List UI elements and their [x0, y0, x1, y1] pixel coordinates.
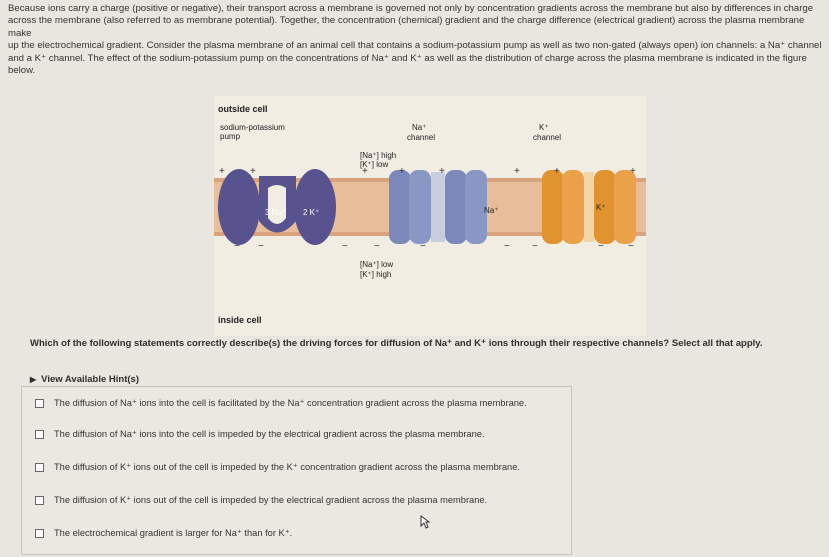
- option-text: The electrochemical gradient is larger for Na⁺ than for K⁺.: [54, 528, 293, 538]
- option-checkbox[interactable]: [35, 430, 44, 439]
- outside-cell-label: outside cell: [218, 104, 268, 114]
- minus-sign: −: [258, 241, 264, 252]
- outside-k-concentration: [K⁺] low: [360, 160, 389, 169]
- plus-sign: +: [554, 166, 560, 177]
- option-checkbox[interactable]: [35, 463, 44, 472]
- sodium-channel: [389, 170, 487, 244]
- plus-sign: +: [439, 166, 445, 177]
- pump-k-label: 2 K⁺: [303, 208, 320, 217]
- na-channel-label: channel: [407, 133, 436, 142]
- plus-sign: +: [362, 166, 368, 177]
- option-1[interactable]: [35, 398, 527, 409]
- minus-sign: −: [532, 241, 538, 252]
- minus-sign: −: [374, 241, 380, 252]
- option-checkbox[interactable]: [35, 496, 44, 505]
- minus-sign: −: [342, 241, 348, 252]
- inside-cell-label: inside cell: [218, 315, 262, 325]
- minus-sign: −: [628, 241, 634, 252]
- k-channel-label: channel: [533, 133, 562, 142]
- channel-na-ion: Na⁺: [484, 206, 499, 215]
- pump-label-line1: sodium-potassium: [220, 123, 285, 132]
- plus-sign: +: [219, 166, 225, 177]
- channel-k-ion: K⁺: [596, 203, 606, 212]
- plus-sign: +: [514, 166, 520, 177]
- option-4[interactable]: [35, 495, 487, 506]
- option-text: The diffusion of K⁺ ions out of the cell is impeded by the electrical gradient across the plasma membrane.: [54, 495, 488, 505]
- option-text: The diffusion of Na⁺ ions into the cell is facilitated by the Na⁺ concentration gradient across the plasma membrane.: [54, 398, 527, 408]
- expand-triangle-icon: ▶: [30, 375, 37, 384]
- minus-sign: −: [504, 241, 510, 252]
- k-channel-ion-label: K⁺: [539, 123, 549, 132]
- option-checkbox[interactable]: [35, 529, 44, 538]
- intro-line: Because ions carry a charge (positive or negative), their transport across a membrane is governed not only by concentration gradients across the membrane but also by differences in charge: [8, 3, 814, 14]
- minus-sign: −: [234, 241, 240, 252]
- intro-line: across the membrane (also referred to as membrane potential). Together, the concentration (chemical) gradient and the charge difference (electrical gradient) across the plasma membrane make: [8, 15, 805, 39]
- option-text: The diffusion of K⁺ ions out of the cell is impeded by the K⁺ concentration gradient across the plasma membrane.: [54, 462, 520, 472]
- plus-sign: +: [250, 166, 256, 177]
- intro-line: below.: [8, 65, 36, 77]
- option-checkbox[interactable]: [35, 399, 44, 408]
- question-text: Which of the following statements correctly describe(s) the driving forces for diffusion of Na⁺ and K⁺ ions through their respective channels? Select all that apply.: [30, 338, 763, 349]
- mouse-pointer-icon: [420, 515, 430, 529]
- option-text: The diffusion of Na⁺ ions into the cell is impeded by the electrical gradient across the plasma membrane.: [54, 429, 485, 439]
- answer-options: [21, 386, 572, 555]
- intro-line: up the electrochemical gradient. Consider the plasma membrane of an animal cell that contains a sodium-potassium pump as well as two non-gated (always open) ion channels: a Na⁺ channel: [8, 40, 822, 52]
- option-3[interactable]: [35, 462, 520, 473]
- view-hints-link[interactable]: [30, 374, 139, 385]
- minus-sign: −: [598, 241, 604, 252]
- na-channel-ion-label: Na⁺: [412, 123, 427, 132]
- inside-na-concentration: [Na⁺] low: [360, 260, 394, 269]
- pump-na-label: 3 Na⁺: [265, 208, 287, 217]
- pump-label-line2: pump: [220, 132, 241, 141]
- plus-sign: +: [399, 166, 405, 177]
- membrane-figure: [214, 96, 646, 336]
- outside-na-concentration: [Na⁺] high: [360, 151, 397, 160]
- option-2[interactable]: [35, 429, 485, 440]
- potassium-channel: [542, 170, 636, 244]
- minus-sign: −: [420, 241, 426, 252]
- option-5[interactable]: [35, 528, 292, 539]
- intro-line: and a K⁺ channel. The effect of the sodium-potassium pump on the concentrations of Na⁺ and K⁺ as well as the distribution of charge across the plasma membrane is indicated in the figure: [8, 52, 807, 64]
- plus-sign: +: [630, 166, 636, 177]
- intro-text: [8, 3, 823, 77]
- inside-k-concentration: [K⁺] high: [360, 270, 392, 279]
- hint-label: View Available Hint(s): [41, 374, 139, 385]
